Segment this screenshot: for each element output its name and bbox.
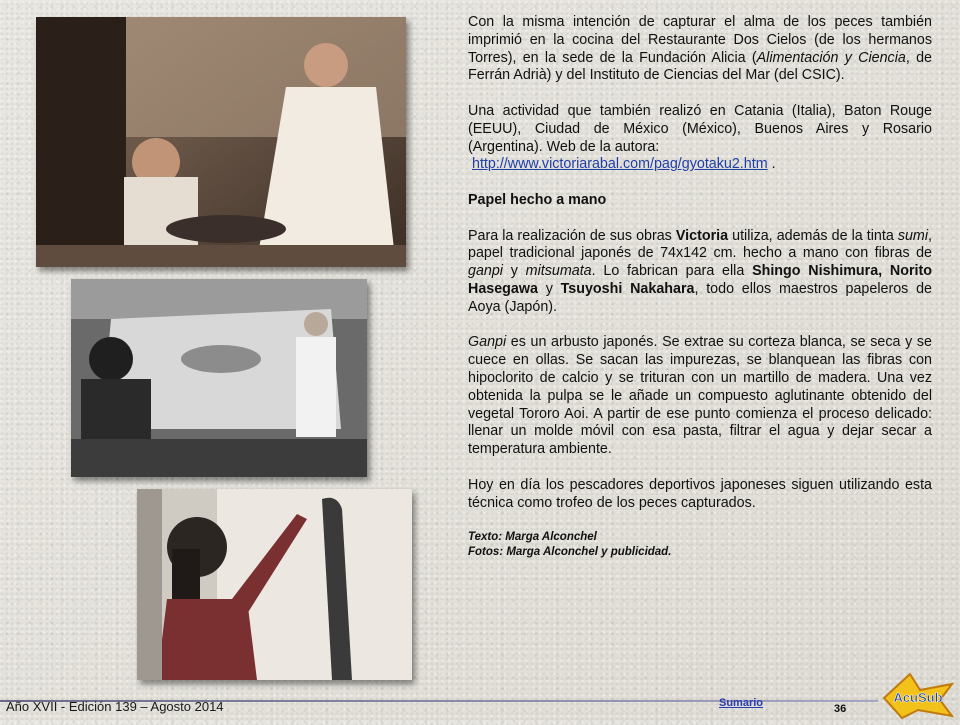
credit-text: Texto: Marga Alconchel	[468, 531, 597, 544]
issue-label: Año XVII - Edición 139 – Agosto 2014	[6, 699, 224, 714]
acusub-logo[interactable]	[880, 670, 956, 720]
author-website-link[interactable]: http://www.victoriarabal.com/pag/gyotaku2.htm	[472, 156, 768, 173]
paragraph-4: Ganpi es un arbusto japonés. Se extrae su corteza blanca, se seca y se cuece en ollas. Se sacan las impurezas, se blanquean las fibras con hipoclorito de calcio y se trituran con un martillo de madera. Una vez obtenida la pulpa se le añade un compuesto aglutinante obtenido del vegetal Tororo Aoi. A partir de ese punto comienza el proceso delicado: llenar un molde móvil con esa pasta, filtrar el agua y dejar secar a temperatura ambiente.	[468, 334, 932, 458]
page-number: 36	[834, 703, 847, 715]
section-heading: Papel hecho a mano	[468, 191, 607, 208]
logo-text: AcuSub	[893, 690, 943, 705]
exhibition-photo	[137, 489, 412, 680]
paragraph-1: Con la misma intención de capturar el alma de los peces también imprimió en la cocina del Restaurante Dos Cielos (de los hermanos Torres), en la sede de la Fundación Alicia (Alimentación y Ciencia, de Ferrán Adrià) y del Instituto de Ciencias del Mar (del CSIC).	[468, 14, 932, 84]
sumario-link[interactable]: Sumario	[719, 697, 764, 709]
workshop-photo	[71, 279, 367, 477]
paragraph-2: Una actividad que también realizó en Catania (Italia), Baton Rouge (EEUU), Ciudad de México (México), Buenos Aires y Rosario (Argentina). Web de la autora: http://www.victoriarabal.com/pag/gyotaku2.htm .	[468, 102, 932, 173]
credit-photos: Fotos: Marga Alconchel y publicidad.	[468, 546, 672, 559]
paragraph-3: Para la realización de sus obras Victoria utiliza, además de la tinta sumi, papel tradicional japonés de 74x142 cm. hecho a mano con fibras de ganpi y mitsumata. Lo fabrican para ella Shingo Nishimura, Norito Hasegawa y Tsuyoshi Nakahara, todo ellos maestros papeleros de Aoya (Japón).	[468, 227, 933, 315]
kitchen-photo	[36, 17, 406, 267]
paragraph-5: Hoy en día los pescadores deportivos japoneses siguen utilizando esta técnica como trofeo de los peces capturados.	[468, 476, 932, 511]
article-text	[468, 14, 932, 560]
